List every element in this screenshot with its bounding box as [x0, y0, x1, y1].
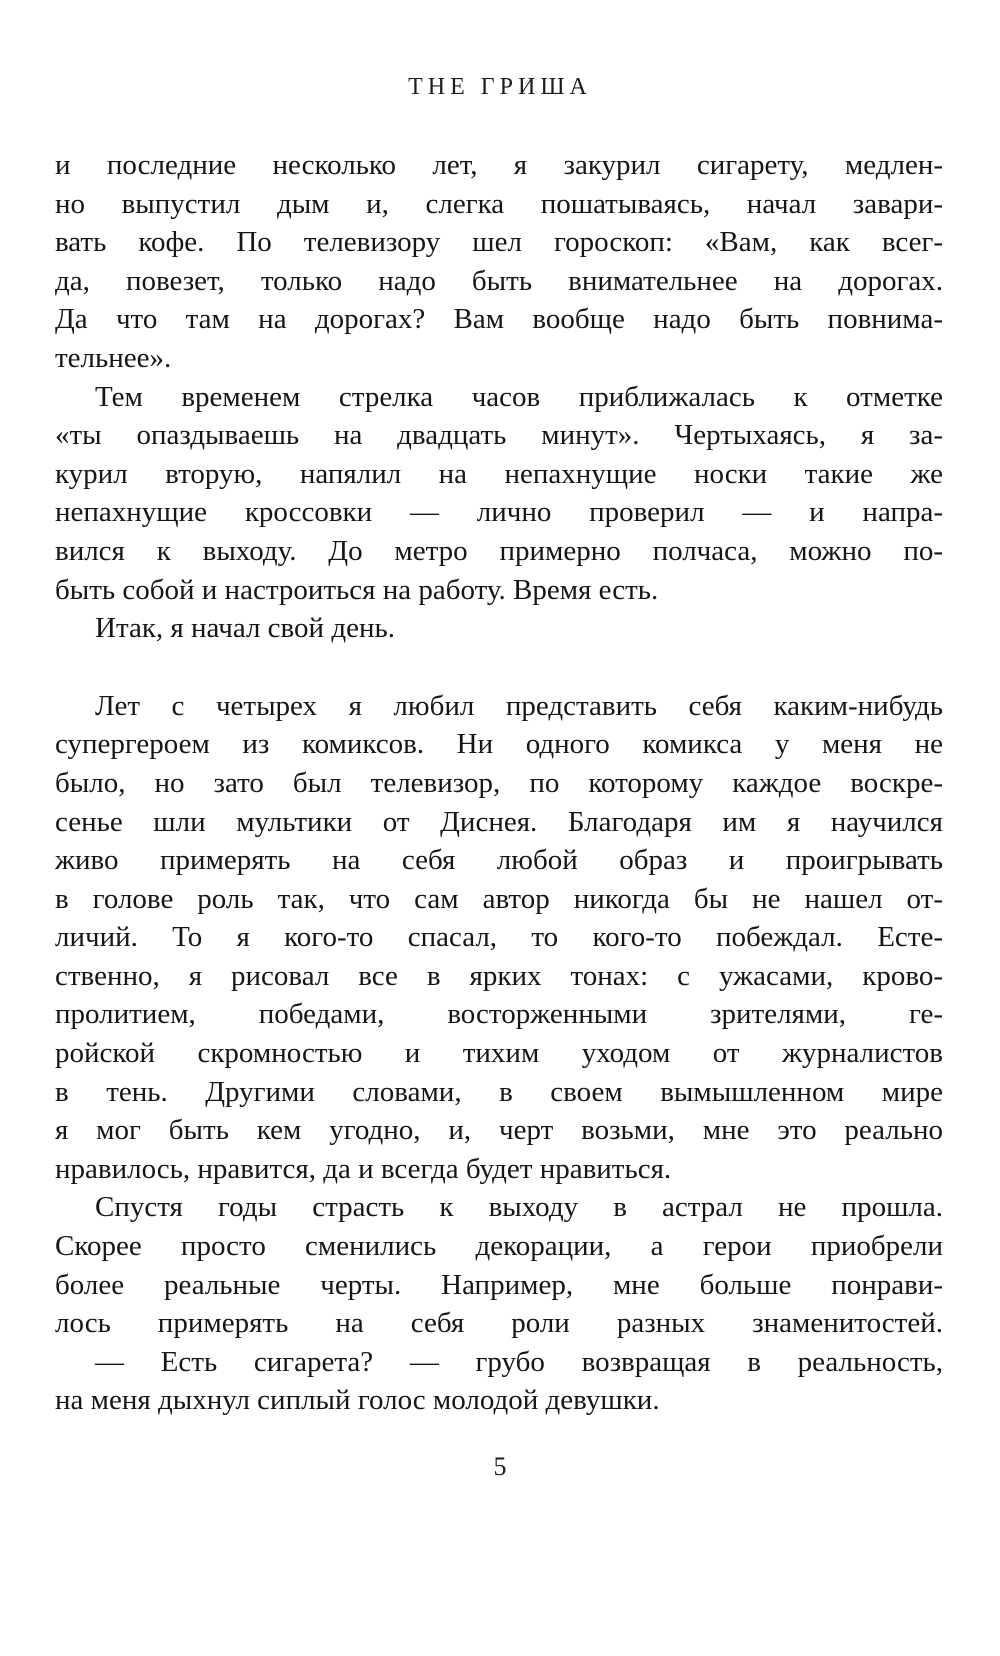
text-line: супергероем из комиксов. Ни одного комикса у меня не: [55, 728, 943, 761]
text-line: нравилось, нравится, да и всегда будет нравиться.: [55, 1152, 672, 1185]
running-header: THE ГРИША: [408, 74, 592, 100]
text-line: вился к выходу. До метро примерно полчаса, можно по-: [55, 534, 943, 567]
paragraph: [55, 146, 943, 378]
text-line: непахнущие кроссовки — лично проверил — и напра-: [55, 496, 943, 529]
text-line: более реальные черты. Например, мне больше понрави-: [55, 1268, 943, 1301]
text-line: личий. То я кого-то спасал, то кого-то побеждал. Есте-: [55, 921, 943, 954]
text-line: вать кофе. По телевизору шел гороскоп: «Вам, как всег-: [55, 226, 943, 259]
text-line: было, но зато был телевизор, по которому каждое воскре-: [55, 766, 943, 799]
text-line: сенье шли мультики от Диснея. Благодаря им я научился: [55, 805, 943, 838]
paragraph: [55, 1188, 943, 1420]
text-line: Тем временем стрелка часов приближалась к отметке: [95, 380, 943, 413]
text-line: в тень. Другими словами, в своем вымышленном мире: [55, 1075, 943, 1108]
text-line: живо примерять на себя любой образ и проигрывать: [55, 844, 943, 877]
text-line: пролитием, победами, восторженными зрителями, ге-: [55, 998, 943, 1031]
page-number: 5: [493, 1452, 507, 1481]
text-line: и последние несколько лет, я закурил сигарету, медлен-: [55, 149, 943, 181]
text-line: Спустя годы страсть к выходу в астрал не прошла.: [95, 1191, 943, 1224]
text-line: Лет с четырех я любил представить себя каким-нибудь: [95, 689, 943, 722]
paragraph: [55, 687, 943, 1189]
paragraph: [55, 609, 943, 648]
page-text: [55, 146, 943, 1420]
text-line: курил вторую, напялил на непахнущие носки такие же: [55, 457, 943, 490]
text-line: быть собой и настроиться на работу. Время есть.: [55, 573, 659, 606]
text-line: «ты опаздываешь на двадцать минут». Чертыхаясь, я за-: [55, 419, 943, 452]
text-line: — Есть сигарета? — грубо возвращая в реальность,: [95, 1345, 943, 1378]
text-line: на меня дыхнул сиплый голос молодой девушки.: [55, 1384, 660, 1417]
text-line: Скорее просто сменились декорации, а герои приобрели: [55, 1230, 943, 1263]
paragraph: [55, 378, 943, 610]
text-line: я мог быть кем угодно, и, черт возьми, мне это реально: [55, 1114, 943, 1147]
text-line: Да что там на дорогах? Вам вообще надо быть повнима-: [55, 303, 943, 336]
text-line: лось примерять на себя роли разных знаменитостей.: [55, 1307, 943, 1340]
text-line: ройской скромностью и тихим уходом от журналистов: [55, 1037, 943, 1070]
text-line: тельнее».: [55, 341, 172, 374]
text-line: да, повезет, только надо быть внимательнее на дорогах.: [55, 264, 943, 297]
text-line: Итак, я начал свой день.: [95, 612, 395, 645]
text-line: в голове роль так, что сам автор никогда бы не нашел от-: [55, 882, 943, 915]
text-line: но выпустил дым и, слегка пошатываясь, начал завари-: [55, 187, 943, 220]
text-line: ственно, я рисовал все в ярких тонах: с ужасами, крово-: [55, 959, 943, 992]
